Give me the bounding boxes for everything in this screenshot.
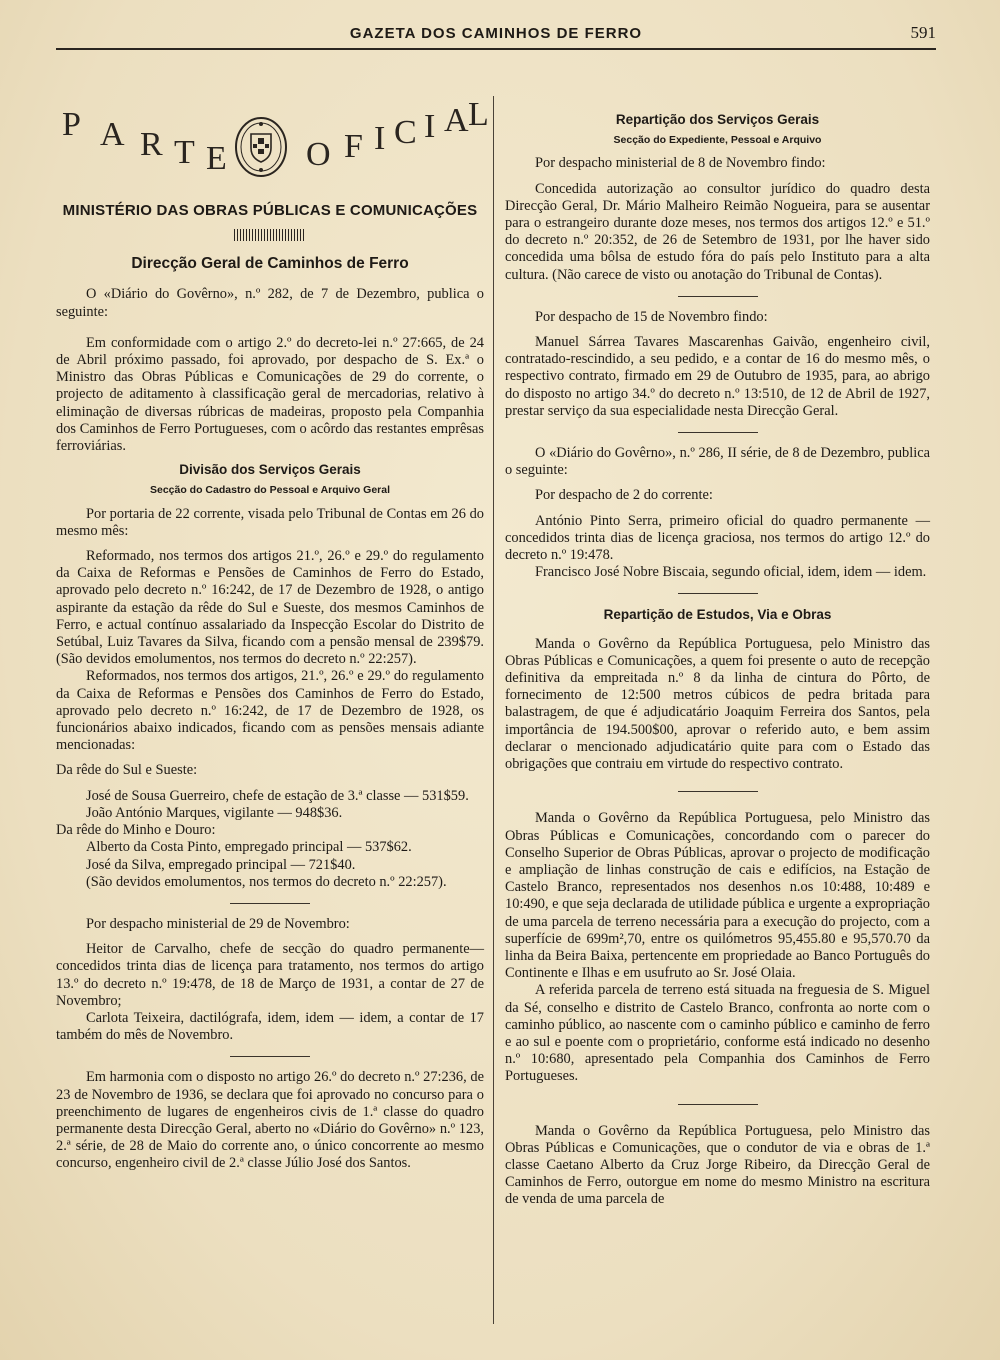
paragraph: Carlota Teixeira, dactilógrafa, idem, idem — idem, a contar de 17 também do mês de Novembro. bbox=[56, 1009, 484, 1044]
paragraph: Reformados, nos termos dos artigos, 21.º, 26.º e 29.º do regulamento da Caixa de Reformas e Pensões dos Caminhos de Ferro do Estado, aprovado pelo decreto n.º 16:242, de 17 de Dezembro de 1928, os funcionários abaixo indicados, ficando com as pensões mensais adiante mencionadas: bbox=[56, 668, 484, 754]
ornament-divider bbox=[234, 229, 306, 241]
paragraph: Concedida autorização ao consultor jurídico do quadro desta Direcção Geral, Dr. Mário Malheiro Reimão Nogueira, para se ausentar para o estrangeiro durante doze meses, nos termos dos artigos 12.º e 51.º do decreto n.º 20:352, de 26 de Setembro de 1931, por lhe haver sido concedida uma bôlsa de estudo fóra do país pelo Instituto para a alta cultura. (Não carece de visto ou anotação do Tribunal de Contas). bbox=[505, 180, 930, 283]
banner-letter: I bbox=[374, 120, 388, 157]
section-divider bbox=[678, 593, 758, 594]
direccao-heading: Direcção Geral de Caminhos de Ferro bbox=[131, 255, 409, 273]
paragraph: António Pinto Serra, primeiro oficial do quadro permanente — concedidos trinta dias de licença graciosa, nos termos do artigo 12.º do decreto n.º 19:478. bbox=[505, 512, 930, 564]
paragraph: Francisco José Nobre Biscaia, segundo oficial, idem, idem — idem. bbox=[535, 564, 927, 581]
banner-letter: R bbox=[140, 126, 165, 163]
parte-oficial-banner bbox=[56, 96, 491, 194]
paragraph: Por despacho de 15 de Novembro findo: bbox=[535, 308, 768, 325]
section-divider bbox=[678, 432, 758, 433]
paragraph: José da Silva, empregado principal — 721$40. bbox=[86, 856, 356, 873]
paragraph: (São devidos emolumentos, nos termos do decreto n.º 22:257). bbox=[86, 873, 447, 890]
running-header bbox=[56, 22, 936, 50]
paragraph: Heitor de Carvalho, chefe de secção do quadro permanente—concedidos trinta dias de licença para tratamento, nos termos do artigo 13.º do decreto n.º 19:478, de 18 de Março de 1931, a contar de 27 de Novembro; bbox=[56, 941, 484, 1009]
paragraph: Por despacho ministerial de 29 de Novembro: bbox=[86, 915, 350, 932]
paragraph: Alberto da Costa Pinto, empregado principal — 537$62. bbox=[86, 839, 412, 856]
paragraph: Manda o Govêrno da República Portuguesa, pelo Ministro das Obras Públicas e Comunicações, a quem foi presente o auto de recepção definitiva da empreitada n.º 8 da linha de cintura do Pôrto, de fornecimento de 12:500 metros cúbicos de pedra britada para balastragem, de que é adjudicatário Joaquim Ferreira dos Santos, pela importância de 194.500$00, aprovar o referido auto, e bem assim declarar o mencionado adjudicatário quite para com o Estado das obrigações que contraiu em virtude do respectivo contrato. bbox=[505, 635, 930, 773]
banner-letter: T bbox=[174, 134, 197, 171]
seccao-subheading: Secção do Expediente, Pessoal e Arquivo bbox=[613, 134, 822, 147]
seccao-subheading: Secção do Cadastro do Pessoal e Arquivo Geral bbox=[149, 484, 391, 497]
paragraph: Em conformidade com o artigo 2.º do decreto-lei n.º 27:665, de 24 de Abril próximo passado, foi aprovado, por despacho de S. Ex.ª o Ministro das Obras Públicas e Comunicações de 29 do corrente, o projecto de aditamento à classificação geral de mercadorias, relativo à eliminação de diversas rúbricas de madeiras, proposto pela Companhia dos Caminhos de Ferro Portugueses, com o acôrdo das restantes emprêsas ferroviárias. bbox=[56, 334, 484, 455]
paragraph: Por despacho ministerial de 8 de Novembro findo: bbox=[535, 155, 826, 172]
banner-letter: P bbox=[62, 106, 83, 143]
banner-letter: A bbox=[100, 116, 127, 153]
right-column bbox=[505, 105, 930, 1209]
paragraph: A referida parcela de terreno está situada na freguesia de S. Miguel da Sé, conselho e distrito de Castelo Branco, confronta ao norte com o caminho público, ao nascente com o caminho público e caminho de ferro e ao sul e poente com o proprietário, conforme está indicado no desenho n.º 10:680, apresentado pela Companhia dos Caminhos de Ferro Portugueses. bbox=[505, 982, 930, 1085]
banner-letter: L bbox=[468, 96, 491, 133]
banner-letter: F bbox=[344, 128, 365, 165]
coat-of-arms-icon bbox=[234, 116, 288, 178]
paragraph: Por portaria de 22 corrente, visada pelo Tribunal de Contas em 26 do mesmo mês: bbox=[56, 505, 484, 539]
banner-letter: I bbox=[424, 108, 438, 145]
banner-letter: E bbox=[206, 140, 229, 177]
paragraph: Em harmonia com o disposto no artigo 26.º do decreto n.º 27:236, de 23 de Novembro de 1936, se declara que foi aprovado no concurso para o preenchimento de lugares de engenheiros civis de 1.ª classe do quadro permanente desta Direcção Geral, aberto no «Diário do Govêrno» n.º 123, 2.ª série, de 28 de Maio do corrente ano, o único concorrente ao mesmo concurso, engenheiro civil de 2.ª classe Júlio José dos Santos. bbox=[56, 1069, 484, 1172]
section-divider bbox=[678, 1104, 758, 1105]
reparticao-heading: Repartição de Estudos, Via e Obras bbox=[603, 607, 832, 623]
paragraph: Da rêde do Minho e Douro: bbox=[56, 822, 216, 839]
section-divider bbox=[678, 296, 758, 297]
page-number: 591 bbox=[910, 23, 936, 42]
paragraph: Manda o Govêrno da República Portuguesa, pelo Ministro das Obras Públicas e Comunicações, concordando com o parecer do Conselho Superior de Obras Públicas, aprovar o projecto de modificação e ampliação de linhas construção de cais e edifícios, na Estação de Castelo Branco, representados nos desenhos n.os 10:488, 10:489 e 10:490, e que seja declarada de utilidade pública e urgente a expropriação de uma parcela de terreno necessária para a execução do projecto, com a superfície de 699m²,70, entre os quilómetros 95,455.80 e 95,570.70 da linha da Beira Baixa, pertencente em propriedade ao Banco Português do Continente e Ilhas e em usufruto ao Sr. José Olaia. bbox=[505, 810, 930, 982]
paragraph: João António Marques, vigilante — 948$36. bbox=[86, 804, 343, 821]
paragraph: Por despacho de 2 do corrente: bbox=[535, 487, 713, 504]
paragraph: Da rêde do Sul e Sueste: bbox=[56, 762, 198, 779]
section-divider bbox=[230, 903, 310, 904]
publication-title: GAZETA DOS CAMINHOS DE FERRO bbox=[349, 25, 643, 42]
banner-letter: A bbox=[444, 102, 471, 139]
ministry-heading: MINISTÉRIO DAS OBRAS PÚBLICAS E COMUNICAÇÕES bbox=[62, 202, 478, 219]
column-divider bbox=[493, 96, 494, 1324]
paragraph: Reformado, nos termos dos artigos 21.º, 26.º e 29.º do regulamento da Caixa de Reformas e Pensões de Caminhos de Ferro do Estado, aprovado pelo decreto n.º 16:242, de 17 de Dezembro de 1928, o antigo aspirante da estação da rêde do Sul e Sueste, dos mesmos Caminhos de Ferro, e actual contínuo assalariado da Inspecção Escolar do Distrito de Setúbal, Luiz Tavares da Silva, ficando com a pensão mensal de 239$79. (São devidos emolumentos, nos termos do decreto n.º 22:257). bbox=[56, 548, 484, 668]
paragraph: Manda o Govêrno da República Portuguesa, pelo Ministro das Obras Públicas e Comunicações, que o condutor de via e obras de 1.ª classe Caetano Alberto da Cruz Jorge Ribeiro, da Direcção Geral de Caminhos de Ferro, outorgue em nome do mesmo Ministro na escritura de venda de uma parcela de bbox=[505, 1122, 930, 1208]
divisao-heading: Divisão dos Serviços Gerais bbox=[179, 462, 361, 478]
section-divider bbox=[230, 1056, 310, 1057]
paragraph: José de Sousa Guerreiro, chefe de estação de 3.ª classe — 531$59. bbox=[86, 787, 469, 804]
section-divider bbox=[678, 791, 758, 792]
left-column bbox=[56, 96, 491, 1173]
paragraph: O «Diário do Govêrno», n.º 286, II série, de 8 de Dezembro, publica o seguinte: bbox=[505, 445, 930, 479]
paragraph: O «Diário do Govêrno», n.º 282, de 7 de Dezembro, publica o seguinte: bbox=[56, 286, 484, 320]
paragraph: Manuel Sárrea Tavares Mascarenhas Gaivão, engenheiro civil, contratado-rescindido, a seu pedido, e a contar de 16 do mesmo mês, o respectivo contrato, firmado em 29 de Outubro de 1935, para, ao abrigo do disposto no artigo 34.º do decreto n.º 13:510, de 12 de Abril de 1927, prestar serviço da sua especialidade nesta Direcção Geral. bbox=[505, 334, 930, 419]
reparticao-heading: Repartição dos Serviços Gerais bbox=[615, 112, 820, 127]
banner-letter: C bbox=[394, 114, 419, 151]
banner-letter: O bbox=[306, 136, 333, 173]
